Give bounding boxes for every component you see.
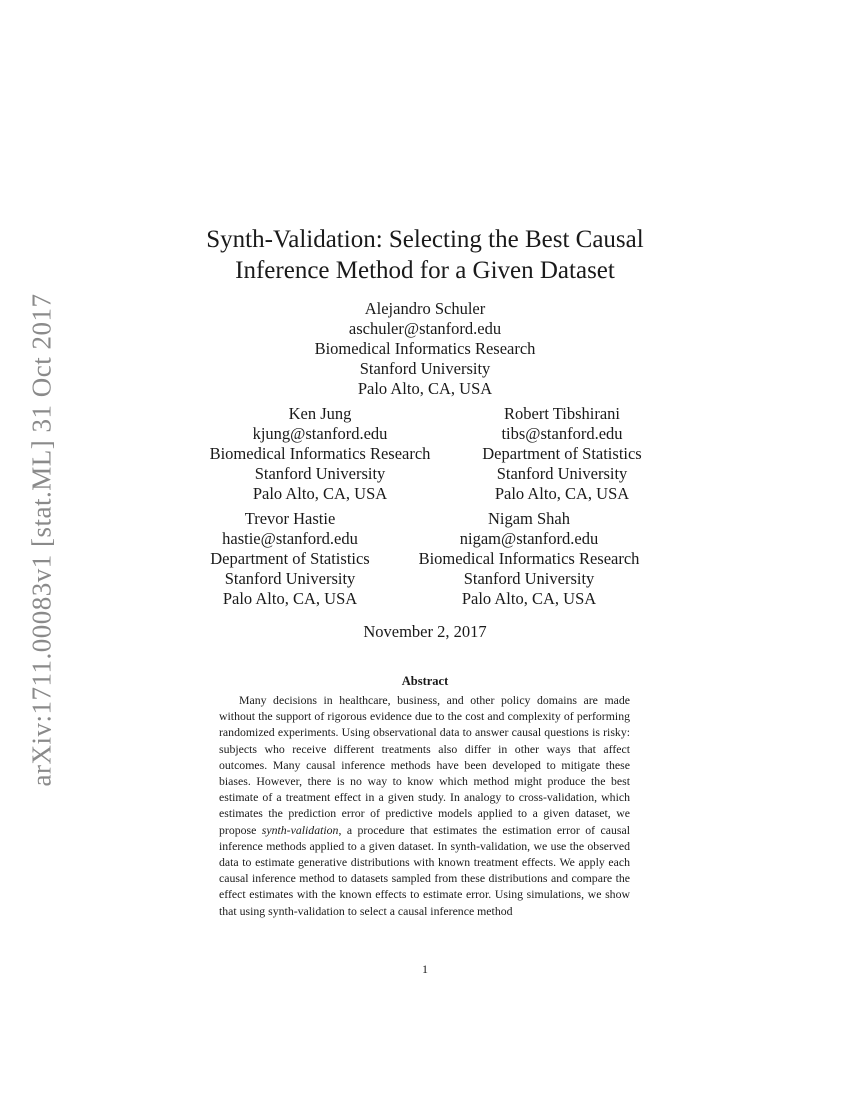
author-email: nigam@stanford.edu: [459, 529, 599, 548]
author-univ: Stanford University: [359, 359, 491, 378]
author-email: hastie@stanford.edu: [222, 529, 358, 548]
author-name: Nigam Shah: [487, 509, 571, 528]
author-block-tibshirani: [462, 404, 662, 504]
author-univ: Stanford University: [254, 464, 386, 483]
author-location: Palo Alto, CA, USA: [494, 484, 630, 503]
title-line-2: Inference Method for a Given Dataset: [235, 257, 615, 284]
arxiv-identifier-stamp: arXiv:1711.00083v1 [stat.ML] 31 Oct 2017: [26, 293, 57, 787]
author-dept: Department of Statistics: [482, 444, 642, 463]
author-name: Ken Jung: [288, 404, 352, 423]
author-location: Palo Alto, CA, USA: [222, 589, 358, 608]
author-location: Palo Alto, CA, USA: [357, 379, 493, 398]
author-email: aschuler@stanford.edu: [348, 319, 502, 338]
author-univ: Stanford University: [496, 464, 628, 483]
author-email: tibs@stanford.edu: [501, 424, 623, 443]
author-dept: Biomedical Informatics Research: [418, 549, 640, 568]
title-line-1: Synth-Validation: Selecting the Best Causal: [206, 226, 644, 253]
author-block-schuler: [0, 299, 850, 399]
author-univ: Stanford University: [224, 569, 356, 588]
abstract-italic-term: synth-validation: [261, 822, 339, 837]
paper-date: November 2, 2017: [363, 622, 487, 641]
author-block-jung: [195, 404, 445, 504]
author-block-shah: [404, 509, 654, 609]
abstract-text-part-2: , a procedure that estimates the estimation error of causal inference methods applied to a given dataset. In synth-validation, we use the observed data to estimate generative distributions with known treatment effects. We apply each causal inference method to datasets sampled from these distributions and compare the effect estimates with the known effects to estimate error. Using simulations, we show that using synth-validation to select a causal inference method: [219, 822, 630, 918]
author-dept: Biomedical Informatics Research: [209, 444, 431, 463]
author-email: kjung@stanford.edu: [252, 424, 388, 443]
author-location: Palo Alto, CA, USA: [461, 589, 597, 608]
author-name: Robert Tibshirani: [504, 404, 620, 423]
author-block-hastie: [200, 509, 380, 609]
abstract-text-part-1: Many decisions in healthcare, business, and other policy domains are made without the support of rigorous evidence due to the cost and complexity of performing randomized experiments. Using observational data to answer causal questions is risky: subjects who receive different treatments also differ in other ways that affect outcomes. Many causal inference methods have been developed to mitigate these biases. However, there is no way to know which method might produce the best estimate of a treatment effect in a given study. In analogy to cross-validation, which estimates the prediction error of predictive models applied to a given dataset, we propose: [219, 693, 630, 837]
abstract-text: [219, 692, 630, 919]
author-dept: Department of Statistics: [210, 549, 370, 568]
author-name: Alejandro Schuler: [364, 299, 486, 318]
author-name: Trevor Hastie: [244, 509, 336, 528]
page-number: 1: [422, 962, 428, 976]
author-univ: Stanford University: [463, 569, 595, 588]
abstract-heading: Abstract: [401, 674, 449, 688]
paper-title: [0, 224, 850, 286]
author-dept: Biomedical Informatics Research: [314, 339, 536, 358]
author-location: Palo Alto, CA, USA: [252, 484, 388, 503]
